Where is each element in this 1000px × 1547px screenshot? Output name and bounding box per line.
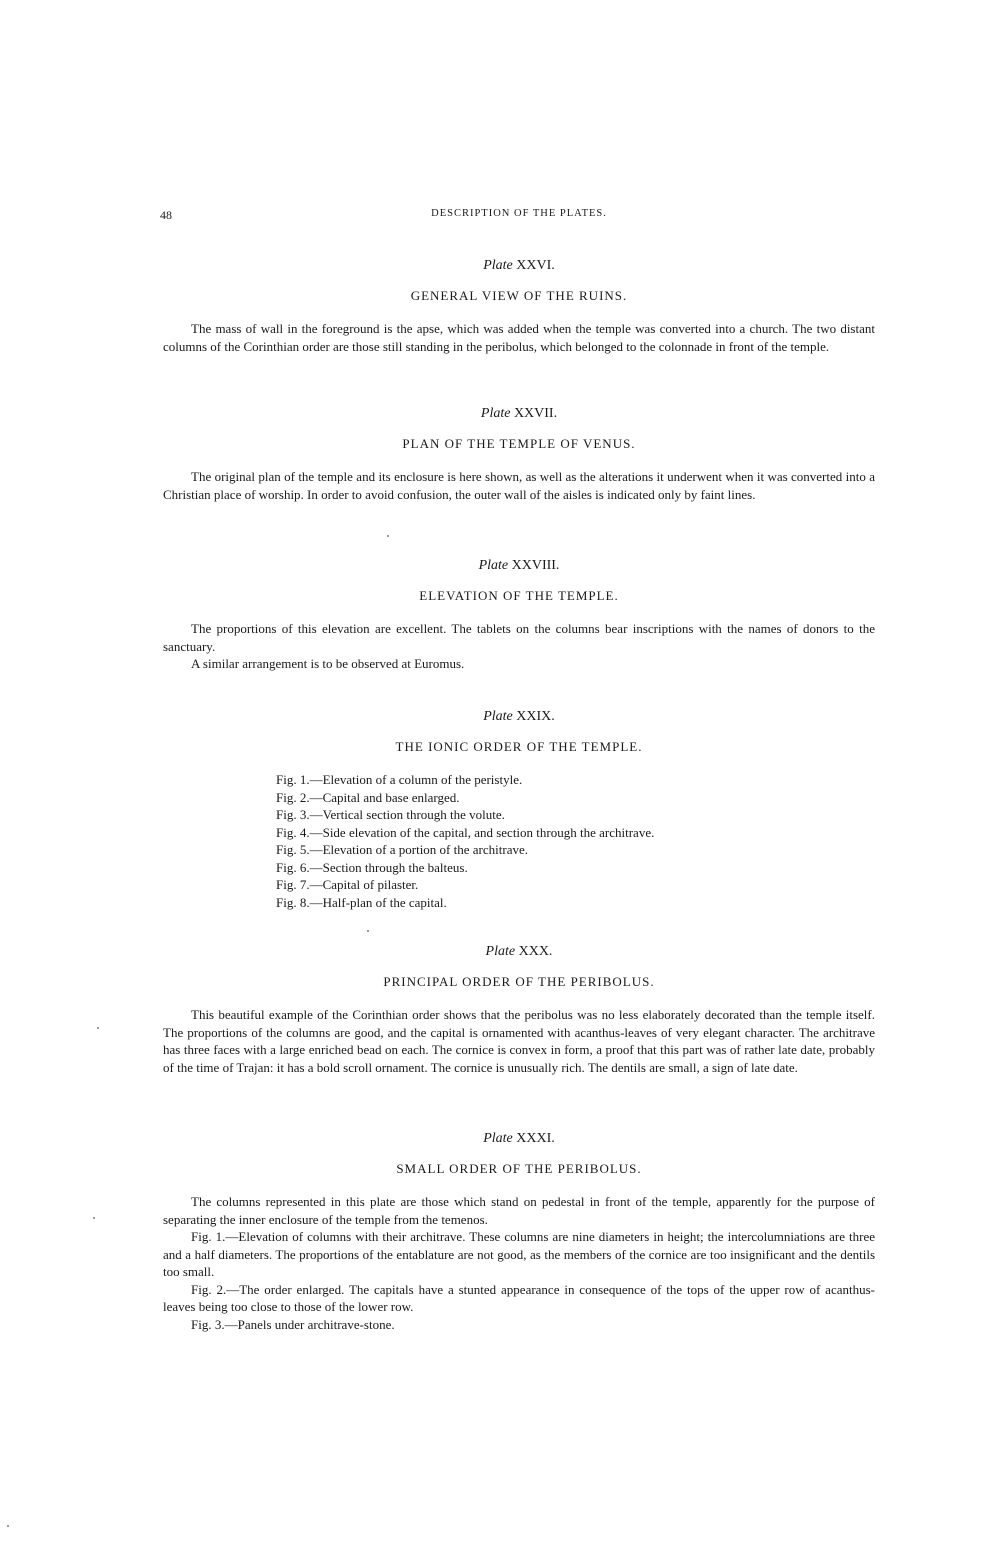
plate-heading: ELEVATION OF THE TEMPLE. — [419, 588, 619, 603]
paragraph: This beautiful example of the Corinthian order shows that the peribolus was no less elaborately decorated than the temple itself. The proportions of the columns are good, and the capital is ornamented with acanthus-leaves of very elegant character. The architrave has three faces with a large enriched bead on each. The cornice is convex in form, a proof that this part was of rather late date, probably of the time of Trajan: it has a bold scroll ornament. The cornice is unusually rich. The dentils are small, a sign of late date. — [163, 1007, 875, 1075]
paragraph: The columns represented in this plate are those which stand on pedestal in front of the temple, apparently for the purpose of separating the inner enclosure of the temple from the temenos. — [163, 1194, 875, 1227]
paragraph: The mass of wall in the foreground is the apse, which was added when the temple was converted into a church. The two distant columns of the Corinthian order are those still standing in the peribolus, which belonged to the colonnade in front of the temple. — [163, 321, 875, 354]
figure-item: Fig. 3.—Vertical section through the volute. — [276, 807, 505, 822]
print-speck — [93, 1217, 95, 1219]
figure-item: Fig. 6.—Section through the balteus. — [276, 859, 468, 875]
plate-numeral: XXVII. — [513, 406, 558, 421]
plate-heading: PLAN OF THE TEMPLE OF VENUS. — [402, 436, 636, 451]
plate-label — [163, 558, 875, 574]
plate-section-xxviii — [163, 558, 875, 673]
plate-heading: PRINCIPAL ORDER OF THE PERIBOLUS. — [383, 974, 655, 989]
paragraph: A similar arrangement is to be observed at Euromus. — [191, 656, 465, 671]
figure-item: Fig. 2.—Capital and base enlarged. — [276, 789, 460, 805]
plate-section-xxvii — [163, 406, 875, 503]
plate-section-xxvi — [163, 258, 875, 355]
plate-numeral: XXVI. — [516, 258, 555, 273]
paragraph: Fig. 2.—The order enlarged. The capitals have a stunted appearance in consequence of the tops of the upper row of acanthus-leaves being too close to those of the lower row. — [163, 1281, 875, 1314]
plate-heading: THE IONIC ORDER OF THE TEMPLE. — [395, 739, 643, 754]
running-head — [160, 208, 875, 228]
plate-body — [163, 1006, 875, 1076]
plate-word: Plate — [483, 709, 513, 724]
plate-numeral: XXXI. — [516, 1131, 555, 1146]
plate-label — [163, 406, 875, 422]
paragraph: Fig. 3.—Panels under architrave-stone. — [191, 1316, 395, 1332]
plate-numeral: XXX. — [518, 944, 553, 959]
figure-item: Fig. 7.—Capital of pilaster. — [276, 877, 419, 892]
print-speck — [7, 1525, 9, 1527]
plate-section-xxx — [163, 944, 875, 1076]
running-title: DESCRIPTION OF THE PLATES. — [431, 208, 607, 219]
plate-body — [163, 1193, 875, 1333]
print-speck — [367, 930, 369, 932]
plate-body — [163, 620, 875, 673]
plate-label — [163, 1131, 875, 1147]
figure-item: Fig. 1.—Elevation of a column of the peristyle. — [276, 772, 523, 787]
plate-word: Plate — [483, 1131, 513, 1146]
plate-body — [163, 468, 875, 503]
plate-word: Plate — [483, 258, 513, 273]
print-speck — [97, 1027, 99, 1029]
figure-item: Fig. 4.—Side elevation of the capital, and section through the architrave. — [276, 824, 655, 840]
plate-numeral: XXVIII. — [511, 558, 560, 573]
plate-heading: GENERAL VIEW OF THE RUINS. — [410, 288, 628, 303]
plate-label — [163, 709, 875, 725]
paragraph: The original plan of the temple and its enclosure is here shown, as well as the alterations it underwent when it was converted into a Christian place of worship. In order to avoid confusion, the outer wall of the aisles is indicated only by faint lines. — [163, 469, 875, 502]
plate-word: Plate — [478, 558, 509, 573]
page-number: 48 — [160, 208, 172, 222]
plate-label — [163, 258, 875, 274]
plate-heading: SMALL ORDER OF THE PERIBOLUS. — [396, 1161, 642, 1176]
figure-item: Fig. 8.—Half-plan of the capital. — [276, 894, 447, 910]
print-speck — [387, 535, 389, 537]
plate-section-xxix — [163, 709, 875, 911]
plate-word: Plate — [480, 406, 511, 421]
plate-numeral: XXIX. — [516, 709, 555, 724]
plate-section-xxxi — [163, 1131, 875, 1333]
figure-list — [276, 771, 875, 911]
plate-label — [163, 944, 875, 960]
paragraph: The proportions of this elevation are excellent. The tablets on the columns bear inscriptions with the names of donors to the sanctuary. — [163, 621, 875, 654]
plate-word: Plate — [485, 944, 516, 959]
paragraph: Fig. 1.—Elevation of columns with their architrave. These columns are nine diameters in height; the intercolumniations are three and a half diameters. The proportions of the entablature are not good, as the members of the cornice are too insignificant and the dentils too small. — [163, 1229, 875, 1279]
plate-body — [163, 320, 875, 355]
figure-item: Fig. 5.—Elevation of a portion of the architrave. — [276, 842, 528, 857]
